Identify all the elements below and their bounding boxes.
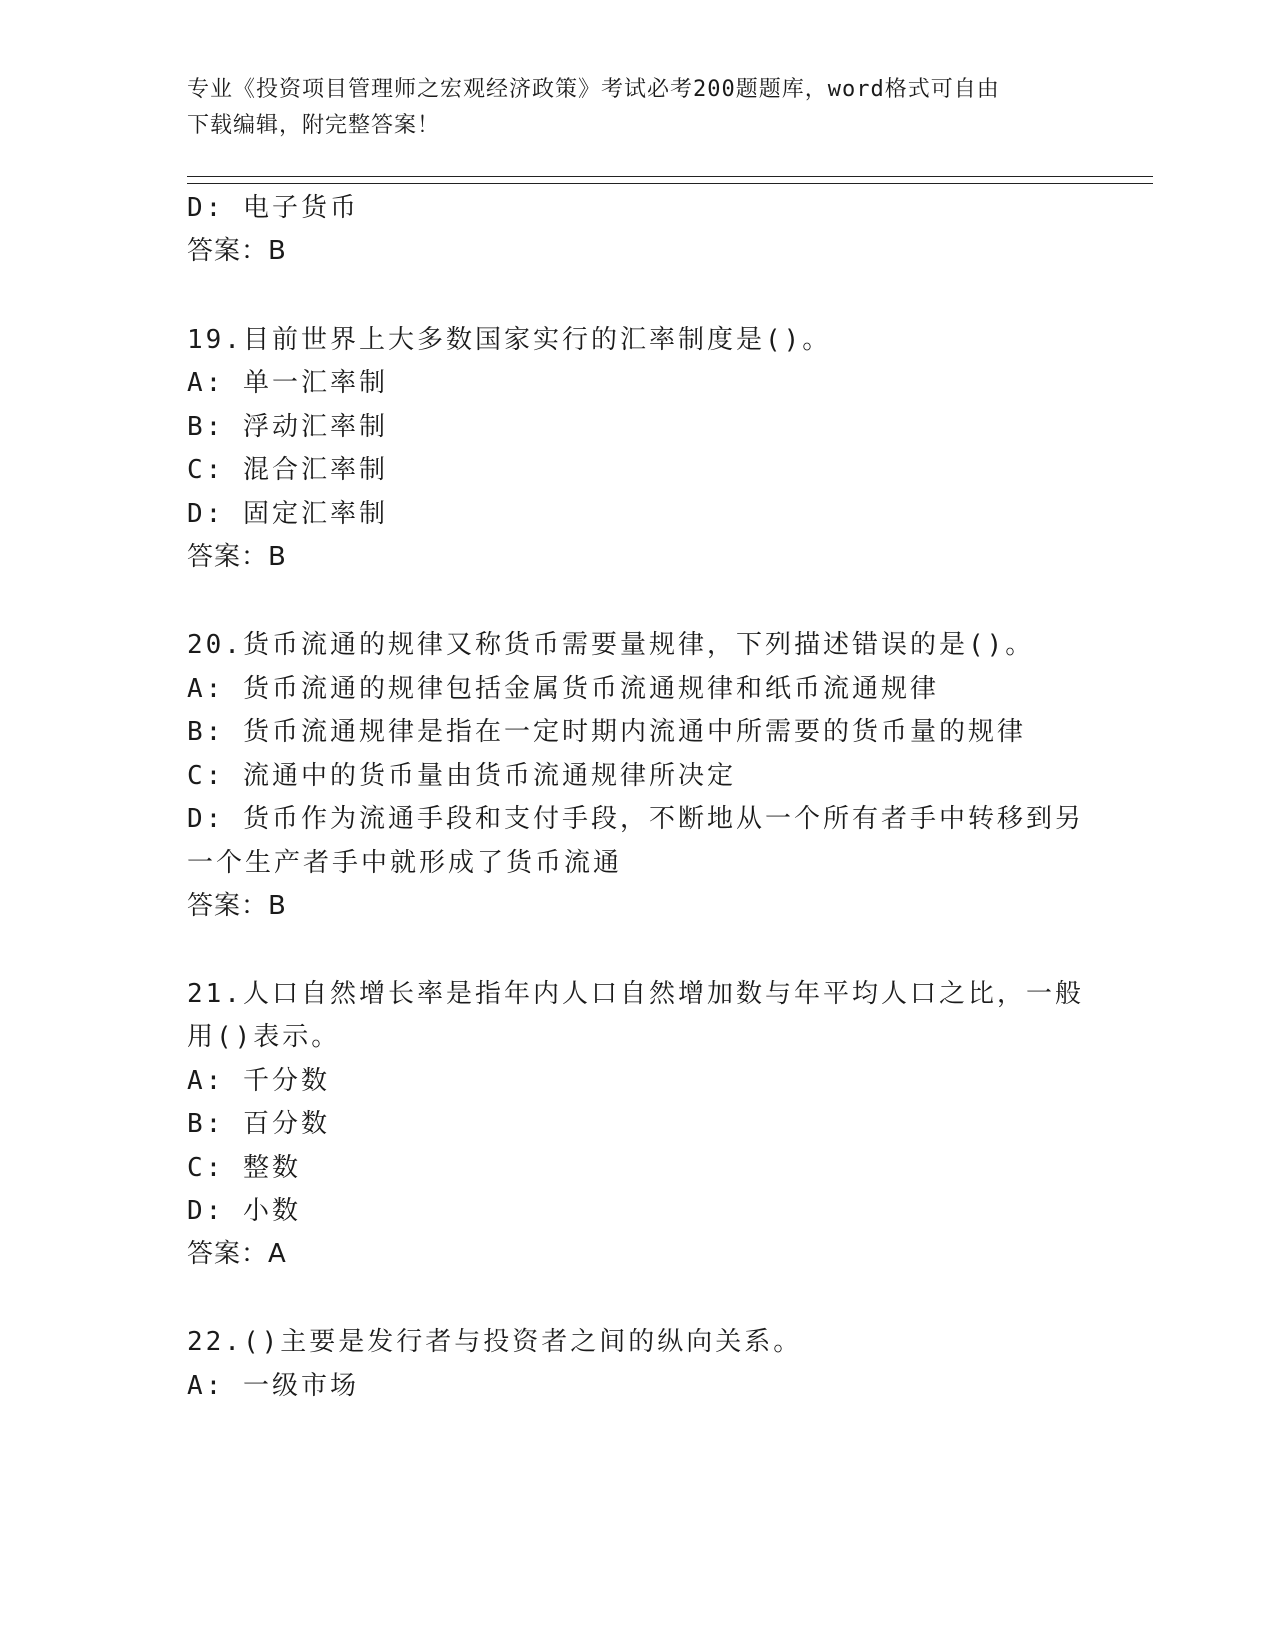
q21-question-line1: 21.人口自然增长率是指年内人口自然增加数与年平均人口之比，一般 xyxy=(187,979,1084,1009)
q22-question: 22.()主要是发行者与投资者之间的纵向关系。 xyxy=(187,1327,803,1357)
prev-option-d: D: 电子货币 xyxy=(187,193,359,223)
q20-option-d-line2: 一个生产者手中就形成了货币流通 xyxy=(187,848,623,878)
q20-option-c: C: 流通中的货币量由货币流通规律所决定 xyxy=(187,761,736,791)
q20-option-a: A: 货币流通的规律包括金属货币流通规律和纸币流通规律 xyxy=(187,674,939,704)
header-divider-bottom xyxy=(187,183,1153,184)
q19-option-d: D: 固定汇率制 xyxy=(187,499,388,529)
q20-answer: 答案：B xyxy=(187,891,287,921)
q21-option-b: B: 百分数 xyxy=(187,1109,330,1139)
q19-option-a: A: 单一汇率制 xyxy=(187,368,388,398)
q21-answer: 答案：A xyxy=(187,1239,287,1269)
q21-option-a: A: 千分数 xyxy=(187,1066,330,1096)
header-divider-top xyxy=(187,176,1153,177)
page-header xyxy=(187,72,1087,144)
header-line-2: 下载编辑，附完整答案！ xyxy=(187,113,441,138)
q19-answer: 答案：B xyxy=(187,542,287,572)
header-line-1: 专业《投资项目管理师之宏观经济政策》考试必考200题题库，word格式可自由 xyxy=(187,77,1000,102)
q20-option-d-line1: D: 货币作为流通手段和支付手段，不断地从一个所有者手中转移到另 xyxy=(187,804,1084,834)
q19-question: 19.目前世界上大多数国家实行的汇率制度是()。 xyxy=(187,325,832,355)
q19-option-b: B: 浮动汇率制 xyxy=(187,412,388,442)
q20-option-b: B: 货币流通规律是指在一定时期内流通中所需要的货币量的规律 xyxy=(187,717,1026,747)
q21-option-d: D: 小数 xyxy=(187,1196,301,1226)
q21-option-c: C: 整数 xyxy=(187,1153,301,1183)
q19-option-c: C: 混合汇率制 xyxy=(187,455,388,485)
q22-option-a: A: 一级市场 xyxy=(187,1371,359,1401)
prev-answer: 答案：B xyxy=(187,236,287,266)
q20-question: 20.货币流通的规律又称货币需要量规律，下列描述错误的是()。 xyxy=(187,630,1035,660)
q21-question-line2: 用()表示。 xyxy=(187,1022,341,1052)
